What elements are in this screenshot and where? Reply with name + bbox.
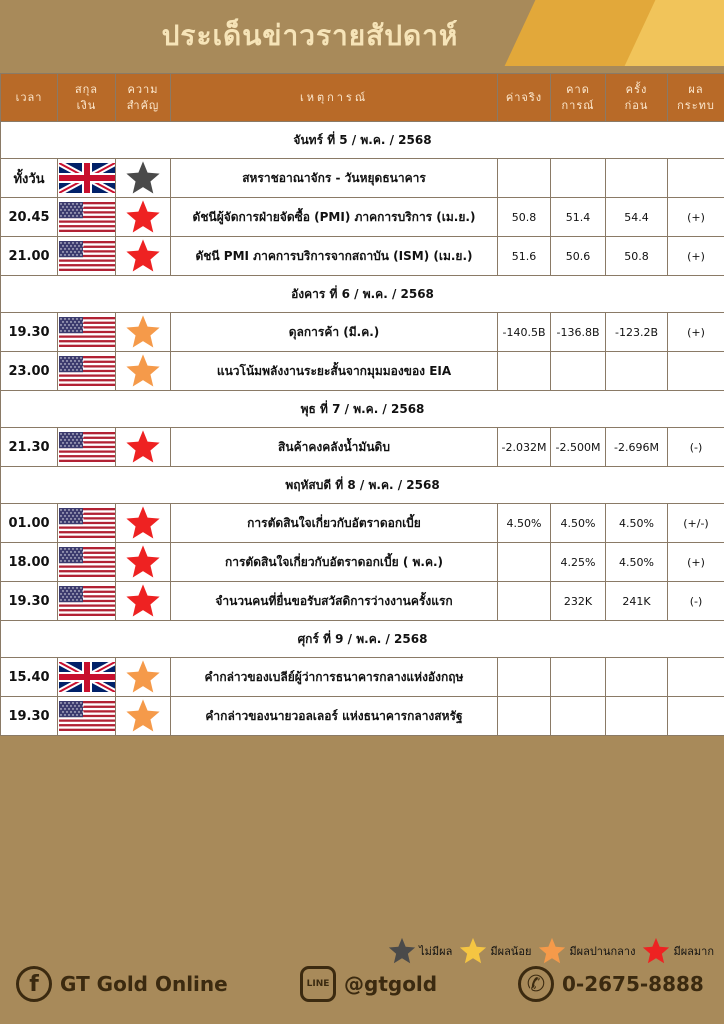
- forecast-value: 4.50%: [551, 504, 606, 543]
- table-row: [1, 159, 724, 198]
- currency-cell: [58, 582, 116, 621]
- us-flag-icon: [59, 586, 115, 616]
- facebook-contact[interactable]: [16, 966, 228, 1002]
- table-header-row: [1, 74, 724, 122]
- event-time: 01.00: [1, 504, 58, 543]
- actual-value: [498, 658, 551, 697]
- table-row: [1, 504, 724, 543]
- currency-cell: [58, 159, 116, 198]
- impact-value: (-): [668, 428, 724, 467]
- actual-value: 4.50%: [498, 504, 551, 543]
- importance-cell: [116, 504, 171, 543]
- col-event-label-0: เหตุการณ์: [299, 90, 369, 104]
- previous-value: 50.8: [606, 237, 668, 276]
- impact-value: (+): [668, 198, 724, 237]
- event-name: แนวโน้มพลังงานระยะสั้นจากมุมมองของ EIA: [171, 352, 498, 391]
- table-row: [1, 198, 724, 237]
- currency-cell: [58, 658, 116, 697]
- col-currency-label-1: เงิน: [76, 98, 97, 112]
- forecast-value: 232K: [551, 582, 606, 621]
- day-header-row: [1, 276, 724, 313]
- footer: [0, 962, 724, 1010]
- previous-value: 241K: [606, 582, 668, 621]
- col-forecast-label-0: คาด: [566, 82, 590, 96]
- importance-cell: [116, 543, 171, 582]
- importance-star-icon: [124, 658, 162, 696]
- facebook-icon: f: [16, 966, 52, 1002]
- previous-value: [606, 658, 668, 697]
- event-time: 20.45: [1, 198, 58, 237]
- table-row: [1, 313, 724, 352]
- us-flag-icon: [59, 202, 115, 232]
- importance-star-icon: [124, 198, 162, 236]
- importance-cell: [116, 582, 171, 621]
- currency-cell: [58, 543, 116, 582]
- table-row: [1, 697, 724, 736]
- col-impact-label-0: ผล: [688, 82, 704, 96]
- importance-cell: [116, 198, 171, 237]
- us-flag-icon: [59, 547, 115, 577]
- currency-cell: [58, 313, 116, 352]
- previous-value: 4.50%: [606, 504, 668, 543]
- event-time: 23.00: [1, 352, 58, 391]
- col-impact: [668, 74, 724, 122]
- col-currency-label-0: สกุล: [74, 82, 99, 96]
- importance-cell: [116, 658, 171, 697]
- event-time: 19.30: [1, 313, 58, 352]
- col-forecast: [551, 74, 606, 122]
- currency-cell: [58, 697, 116, 736]
- us-flag-icon: [59, 356, 115, 386]
- phone-icon: ✆: [518, 966, 554, 1002]
- previous-value: [606, 697, 668, 736]
- importance-star-icon: [124, 159, 162, 197]
- us-flag-icon: [59, 241, 115, 271]
- table-row: [1, 237, 724, 276]
- day-header-row: [1, 122, 724, 159]
- event-time: ทั้งวัน: [1, 159, 58, 198]
- day-label: อังคาร ที่ 6 / พ.ค. / 2568: [1, 276, 724, 313]
- importance-star-icon: [124, 543, 162, 581]
- forecast-value: [551, 658, 606, 697]
- importance-cell: [116, 237, 171, 276]
- previous-value: 54.4: [606, 198, 668, 237]
- importance-cell: [116, 428, 171, 467]
- actual-value: [498, 352, 551, 391]
- forecast-value: [551, 159, 606, 198]
- currency-cell: [58, 428, 116, 467]
- table-row: [1, 543, 724, 582]
- table-row: [1, 582, 724, 621]
- importance-cell: [116, 697, 171, 736]
- economic-calendar-table: [0, 73, 724, 736]
- legend-label: มีผลน้อย: [490, 945, 532, 958]
- event-name: คำกล่าวของเบลีย์ผู้ว่าการธนาคารกลางแห่งอังกฤษ: [171, 658, 498, 697]
- previous-value: 4.50%: [606, 543, 668, 582]
- previous-value: -2.696M: [606, 428, 668, 467]
- col-forecast-label-1: การณ์: [561, 98, 595, 112]
- impact-value: (+/-): [668, 504, 724, 543]
- actual-value: [498, 697, 551, 736]
- actual-value: [498, 543, 551, 582]
- event-name: สินค้าคงคลังน้ำมันดิบ: [171, 428, 498, 467]
- event-name: จำนวนคนที่ยื่นขอรับสวัสดิการว่างงานครั้งแรก: [171, 582, 498, 621]
- col-impact-label-1: กระทบ: [677, 98, 715, 112]
- actual-value: -140.5B: [498, 313, 551, 352]
- table-row: [1, 352, 724, 391]
- table-row: [1, 658, 724, 697]
- us-flag-icon: [59, 701, 115, 731]
- day-label: พฤหัสบดี ที่ 8 / พ.ค. / 2568: [1, 467, 724, 504]
- uk-flag-icon: [59, 662, 115, 692]
- event-time: 19.30: [1, 582, 58, 621]
- currency-cell: [58, 237, 116, 276]
- legend-label: มีผลมาก: [673, 945, 714, 958]
- impact-value: [668, 352, 724, 391]
- importance-star-icon: [124, 313, 162, 351]
- day-header-row: [1, 467, 724, 504]
- importance-star-icon: [124, 504, 162, 542]
- importance-cell: [116, 313, 171, 352]
- page-title: ประเด็นข่าวรายสัปดาห์: [161, 19, 459, 52]
- forecast-value: -136.8B: [551, 313, 606, 352]
- impact-value: [668, 697, 724, 736]
- us-flag-icon: [59, 317, 115, 347]
- event-name: คำกล่าวของนายวอลเลอร์ แห่งธนาคารกลางสหรัฐ: [171, 697, 498, 736]
- us-flag-icon: [59, 432, 115, 462]
- day-header-row: [1, 621, 724, 658]
- col-importance-label-0: ความ: [127, 82, 159, 96]
- impact-value: (+): [668, 237, 724, 276]
- table-body: [1, 122, 724, 736]
- phone-label: 0-2675-8888: [562, 972, 704, 996]
- event-name: การตัดสินใจเกี่ยวกับอัตราดอกเบี้ย ( พ.ค.): [171, 543, 498, 582]
- col-currency: [58, 74, 116, 122]
- event-name: ดัชนีผู้จัดการฝ่ายจัดซื้อ (PMI) ภาคการบริการ (เม.ย.): [171, 198, 498, 237]
- importance-star-icon: [124, 237, 162, 275]
- actual-value: [498, 582, 551, 621]
- importance-star-icon: [124, 697, 162, 735]
- legend-label: มีผลปานกลาง: [569, 945, 636, 958]
- impact-value: (+): [668, 543, 724, 582]
- legend-label: ไม่มีผล: [419, 945, 453, 958]
- actual-value: 50.8: [498, 198, 551, 237]
- event-name: สหราชอาณาจักร - วันหยุดธนาคาร: [171, 159, 498, 198]
- forecast-value: [551, 697, 606, 736]
- facebook-label: GT Gold Online: [60, 972, 228, 996]
- impact-value: [668, 658, 724, 697]
- currency-cell: [58, 352, 116, 391]
- col-previous: [606, 74, 668, 122]
- day-label: จันทร์ ที่ 5 / พ.ค. / 2568: [1, 122, 724, 159]
- currency-cell: [58, 504, 116, 543]
- col-previous-label-1: ก่อน: [624, 98, 649, 112]
- day-label: พุธ ที่ 7 / พ.ค. / 2568: [1, 391, 724, 428]
- line-icon: LINE: [300, 966, 336, 1002]
- impact-value: (-): [668, 582, 724, 621]
- forecast-value: -2.500M: [551, 428, 606, 467]
- header-banner: [0, 0, 724, 70]
- line-label: @gtgold: [344, 972, 438, 996]
- event-time: 15.40: [1, 658, 58, 697]
- importance-star-icon: [124, 428, 162, 466]
- forecast-value: 50.6: [551, 237, 606, 276]
- impact-value: (+): [668, 313, 724, 352]
- previous-value: -123.2B: [606, 313, 668, 352]
- uk-flag-icon: [59, 163, 115, 193]
- col-importance: [116, 74, 171, 122]
- col-time: [1, 74, 58, 122]
- col-importance-label-1: สำคัญ: [126, 98, 160, 112]
- impact-value: [668, 159, 724, 198]
- col-time-label-0: เวลา: [15, 90, 43, 104]
- forecast-value: [551, 352, 606, 391]
- previous-value: [606, 352, 668, 391]
- importance-star-icon: [124, 582, 162, 620]
- event-time: 18.00: [1, 543, 58, 582]
- event-time: 19.30: [1, 697, 58, 736]
- event-name: ดัชนี PMI ภาคการบริการจากสถาบัน (ISM) (เม.ย.): [171, 237, 498, 276]
- forecast-value: 4.25%: [551, 543, 606, 582]
- phone-contact[interactable]: [518, 966, 704, 1002]
- line-contact[interactable]: [300, 966, 437, 1002]
- actual-value: 51.6: [498, 237, 551, 276]
- col-event: [171, 74, 498, 122]
- currency-cell: [58, 198, 116, 237]
- forecast-value: 51.4: [551, 198, 606, 237]
- day-label: ศุกร์ ที่ 9 / พ.ค. / 2568: [1, 621, 724, 658]
- us-flag-icon: [59, 508, 115, 538]
- event-name: ดุลการค้า (มี.ค.): [171, 313, 498, 352]
- col-actual-label-0: ค่าจริง: [505, 90, 543, 104]
- table-row: [1, 428, 724, 467]
- event-name: การตัดสินใจเกี่ยวกับอัตราดอกเบี้ย: [171, 504, 498, 543]
- importance-star-icon: [124, 352, 162, 390]
- actual-value: -2.032M: [498, 428, 551, 467]
- previous-value: [606, 159, 668, 198]
- event-time: 21.30: [1, 428, 58, 467]
- importance-cell: [116, 159, 171, 198]
- col-actual: [498, 74, 551, 122]
- col-previous-label-0: ครั้ง: [625, 82, 648, 96]
- event-time: 21.00: [1, 237, 58, 276]
- importance-cell: [116, 352, 171, 391]
- day-header-row: [1, 391, 724, 428]
- actual-value: [498, 159, 551, 198]
